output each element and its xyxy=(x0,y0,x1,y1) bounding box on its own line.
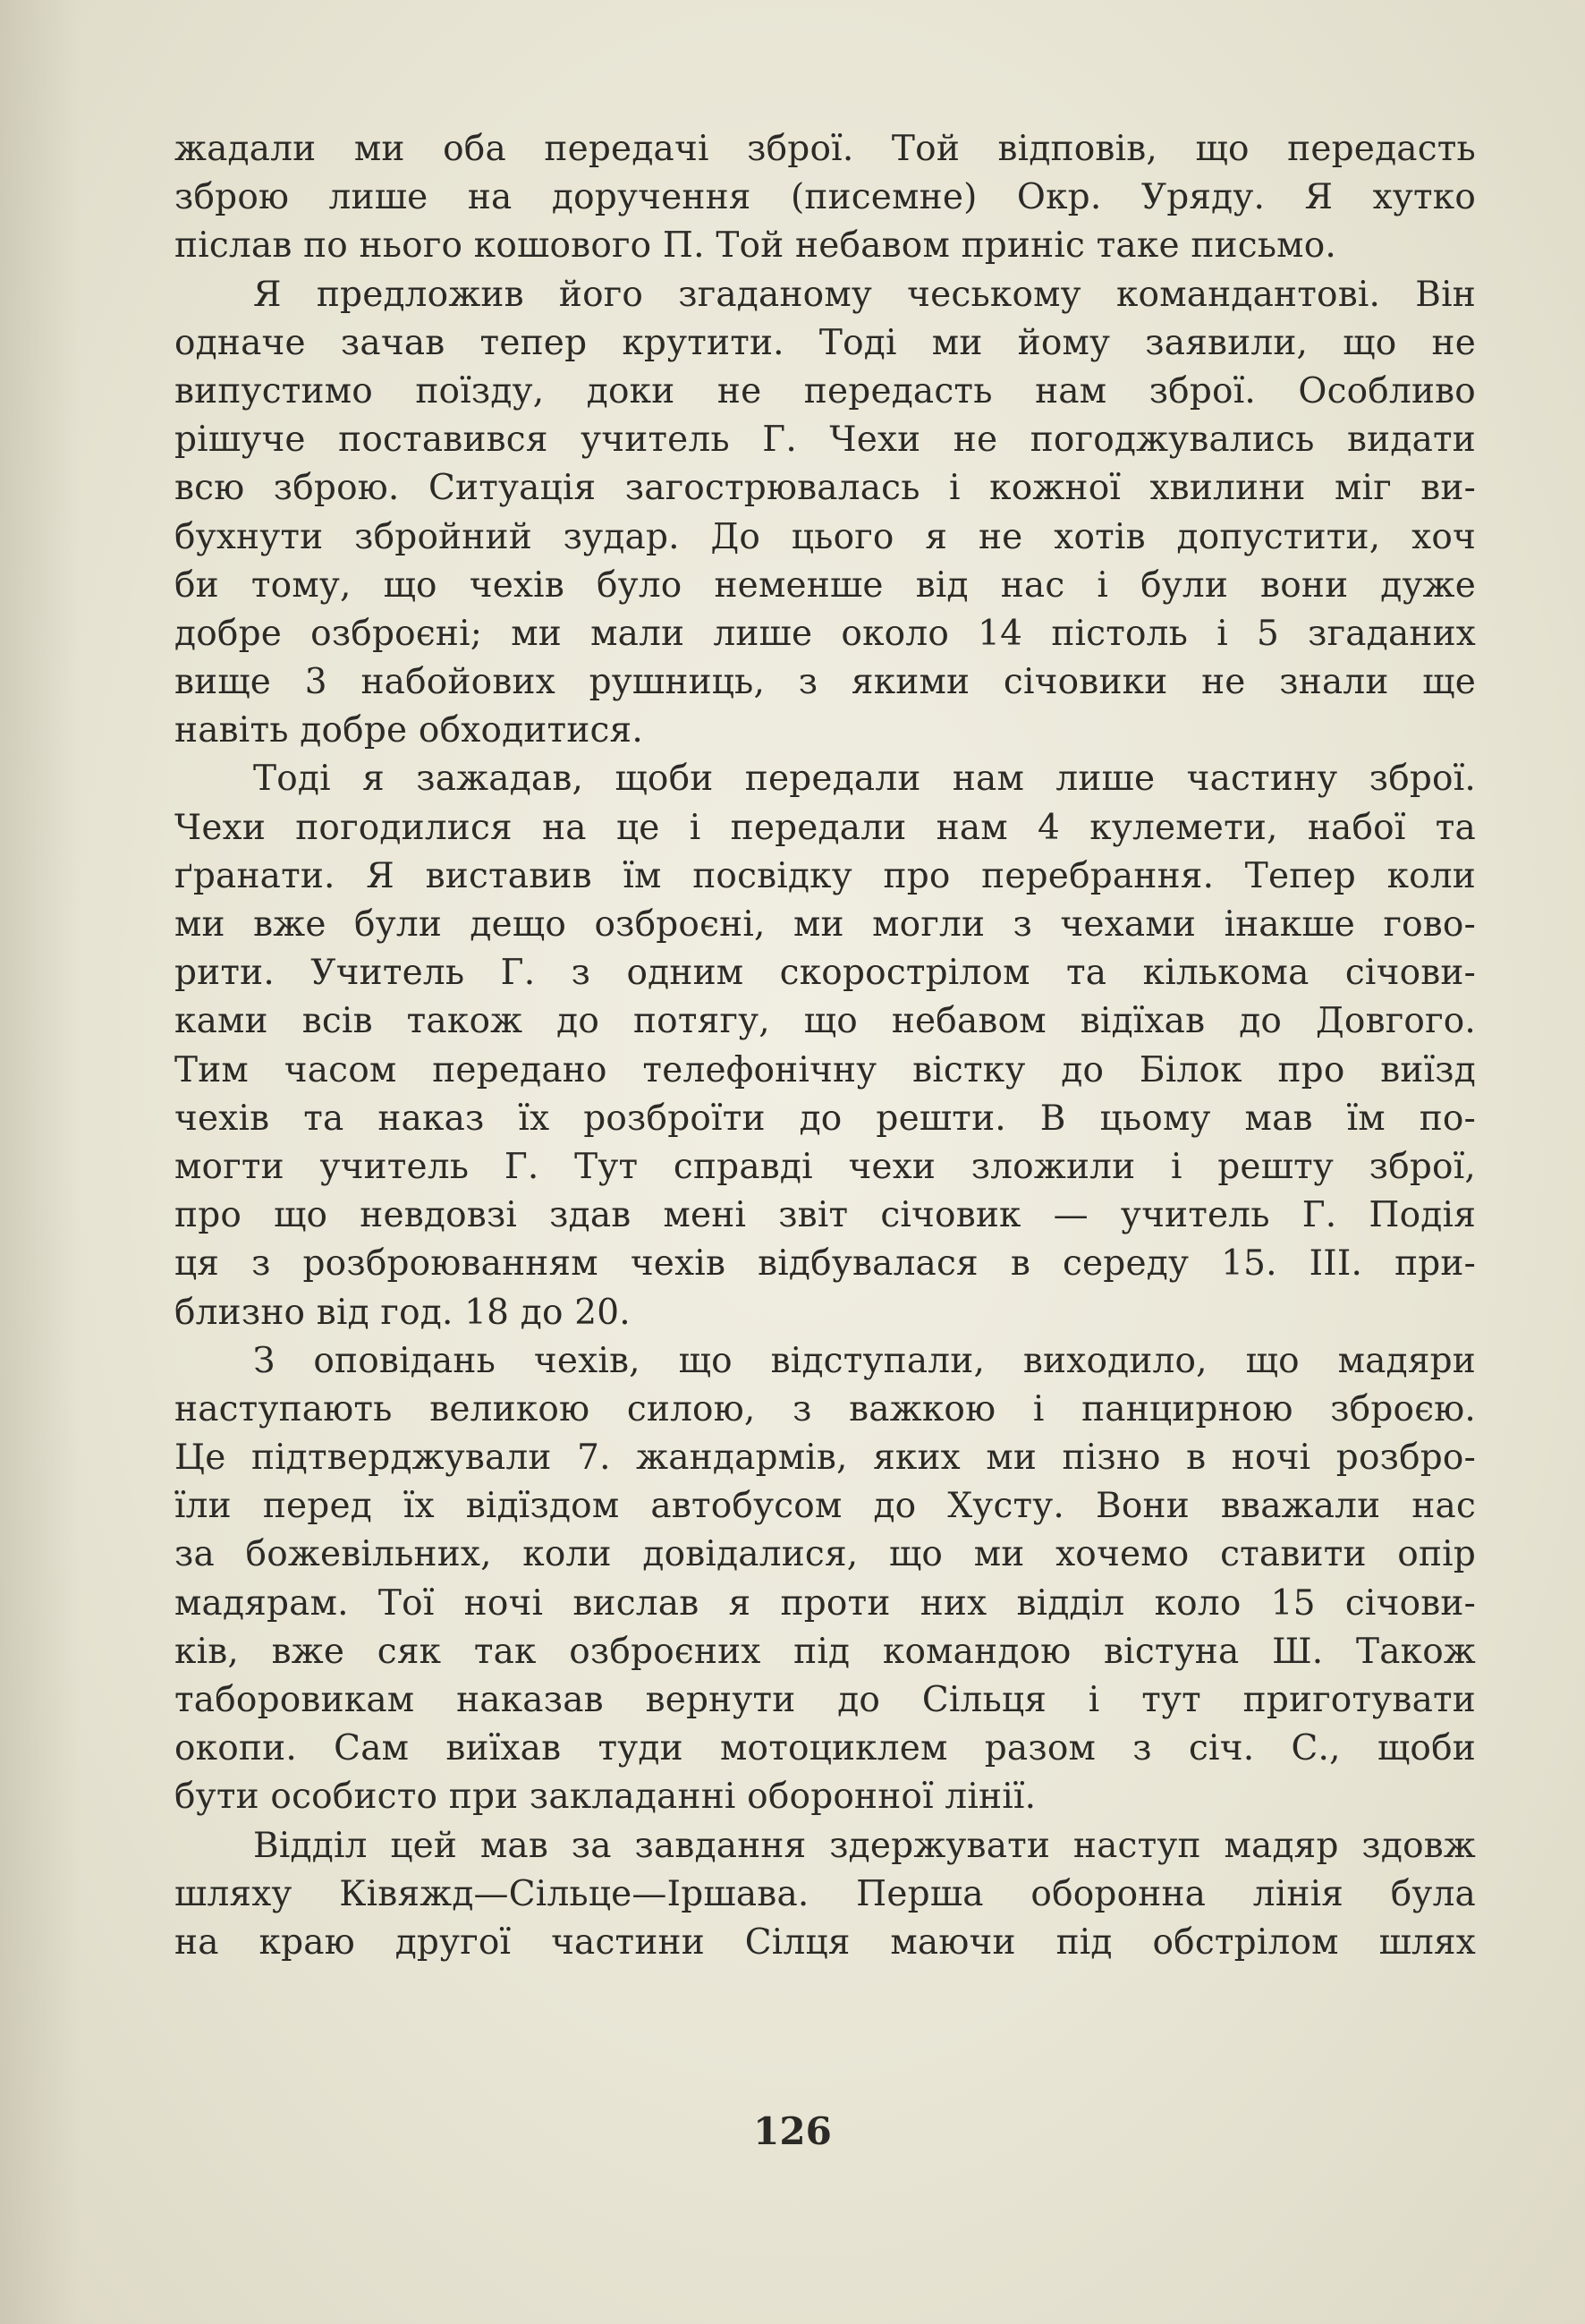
text-line: окопи. Сам виїхав туди мотоциклем разом з січ. С., щоби xyxy=(174,1728,1476,1769)
text-line: таборовикам наказав вернути до Сільця і тут приготувати xyxy=(174,1680,1476,1720)
paragraph-4 xyxy=(174,1337,1476,1822)
text-line: бухнути збройний зудар. До цього я не хотів допустити, хоч xyxy=(174,516,1476,557)
text-line: Чехи погодилися на це і передали нам 4 кулемети, набої та xyxy=(174,807,1476,848)
text-line: всю зброю. Ситуація загострювалась і кожної хвилини міг ви- xyxy=(174,468,1476,509)
text-line: чехів та наказ їх розброїти до решти. В цьому мав їм по- xyxy=(174,1098,1476,1139)
text-line: їли перед їх відїздом автобусом до Хусту. Вони вважали нас xyxy=(174,1486,1476,1527)
text-line: рішуче поставився учитель Г. Чехи не погоджувались видати xyxy=(174,420,1476,461)
text-line: ґранати. Я виставив їм посвідку про перебрання. Тепер коли xyxy=(174,855,1476,896)
text-line: бути особисто при закладанні оборонної лінії. xyxy=(174,1777,1037,1818)
text-line: Тоді я зажадав, щоби передали нам лише частину зброї. xyxy=(253,759,1476,800)
text-line: би тому, що чехів було неменше від нас і були вони дуже xyxy=(174,564,1476,606)
paragraph-2 xyxy=(174,271,1476,756)
paragraph-1 xyxy=(174,125,1476,271)
text-line: випустимо поїзду, доки не передасть нам зброї. Особливо xyxy=(174,370,1476,411)
text-line: вище 3 набойових рушниць, з якими січовики не знали ще xyxy=(174,662,1476,703)
scan-shadow xyxy=(0,0,81,2324)
text-line: про що невдовзі здав мені звіт січовик — учитель Г. Подія xyxy=(174,1195,1476,1236)
text-line: Я предложив його згаданому чеському командантові. Він xyxy=(253,274,1476,315)
text-line: ця з розброюванням чехів відбувалася в середу 15. III. при- xyxy=(174,1243,1476,1285)
text-line: ми вже були дещо озброєні, ми могли з чехами інакше гово- xyxy=(174,904,1476,945)
text-line: післав по нього кошового П. Той небавом приніс таке письмо. xyxy=(174,225,1336,267)
text-line: шляху Ківяжд—Сільце—Іршава. Перша оборонна лінія була xyxy=(174,1873,1476,1914)
text-line: рити. Учитель Г. з одним скорострілом та кількома січови- xyxy=(174,953,1476,994)
text-line: близно від год. 18 до 20. xyxy=(174,1292,631,1333)
text-line: навіть добре обходитися. xyxy=(174,710,643,751)
text-line: за божевільних, коли довідалися, що ми хочемо ставити опір xyxy=(174,1534,1476,1575)
text-line: мадярам. Тої ночі вислав я проти них відділ коло 15 січови- xyxy=(174,1582,1476,1624)
text-line: З оповідань чехів, що відступали, виходило, що мадяри xyxy=(253,1340,1476,1381)
text-line: Тим часом передано телефонічну вістку до Білок про виїзд xyxy=(174,1049,1476,1090)
body-text xyxy=(174,125,1476,1967)
page-number: 126 xyxy=(753,2109,832,2153)
text-line: на краю другої частини Сілця маючи під обстрілом шлях xyxy=(174,1921,1476,1963)
paragraph-3 xyxy=(174,755,1476,1336)
text-line: одначе зачав тепер крутити. Тоді ми йому заявили, що не xyxy=(174,322,1476,363)
paragraph-5 xyxy=(174,1822,1476,1968)
text-line: жадали ми оба передачі зброї. Той відповів, що передасть xyxy=(174,129,1476,169)
text-line: зброю лише на доручення (писемне) Окр. Уряду. Я хутко xyxy=(174,177,1476,218)
text-line: наступають великою силою, з важкою і панцирною зброєю. xyxy=(174,1388,1476,1429)
text-line: Відділ цей мав за завдання здержувати наступ мадяр здовж xyxy=(253,1825,1476,1866)
text-line: ків, вже сяк так озброєних під командою вістуна Ш. Також xyxy=(174,1631,1476,1672)
text-line: могти учитель Г. Тут справді чехи зложили і решту зброї, xyxy=(174,1146,1476,1187)
text-line: добре озброєні; ми мали лише около 14 пістоль і 5 згаданих xyxy=(174,613,1476,654)
text-line: ками всів також до потягу, що небавом відїхав до Довгого. xyxy=(174,1001,1476,1042)
text-line: Це підтверджували 7. жандармів, яких ми пізно в ночі розбро- xyxy=(174,1438,1476,1479)
